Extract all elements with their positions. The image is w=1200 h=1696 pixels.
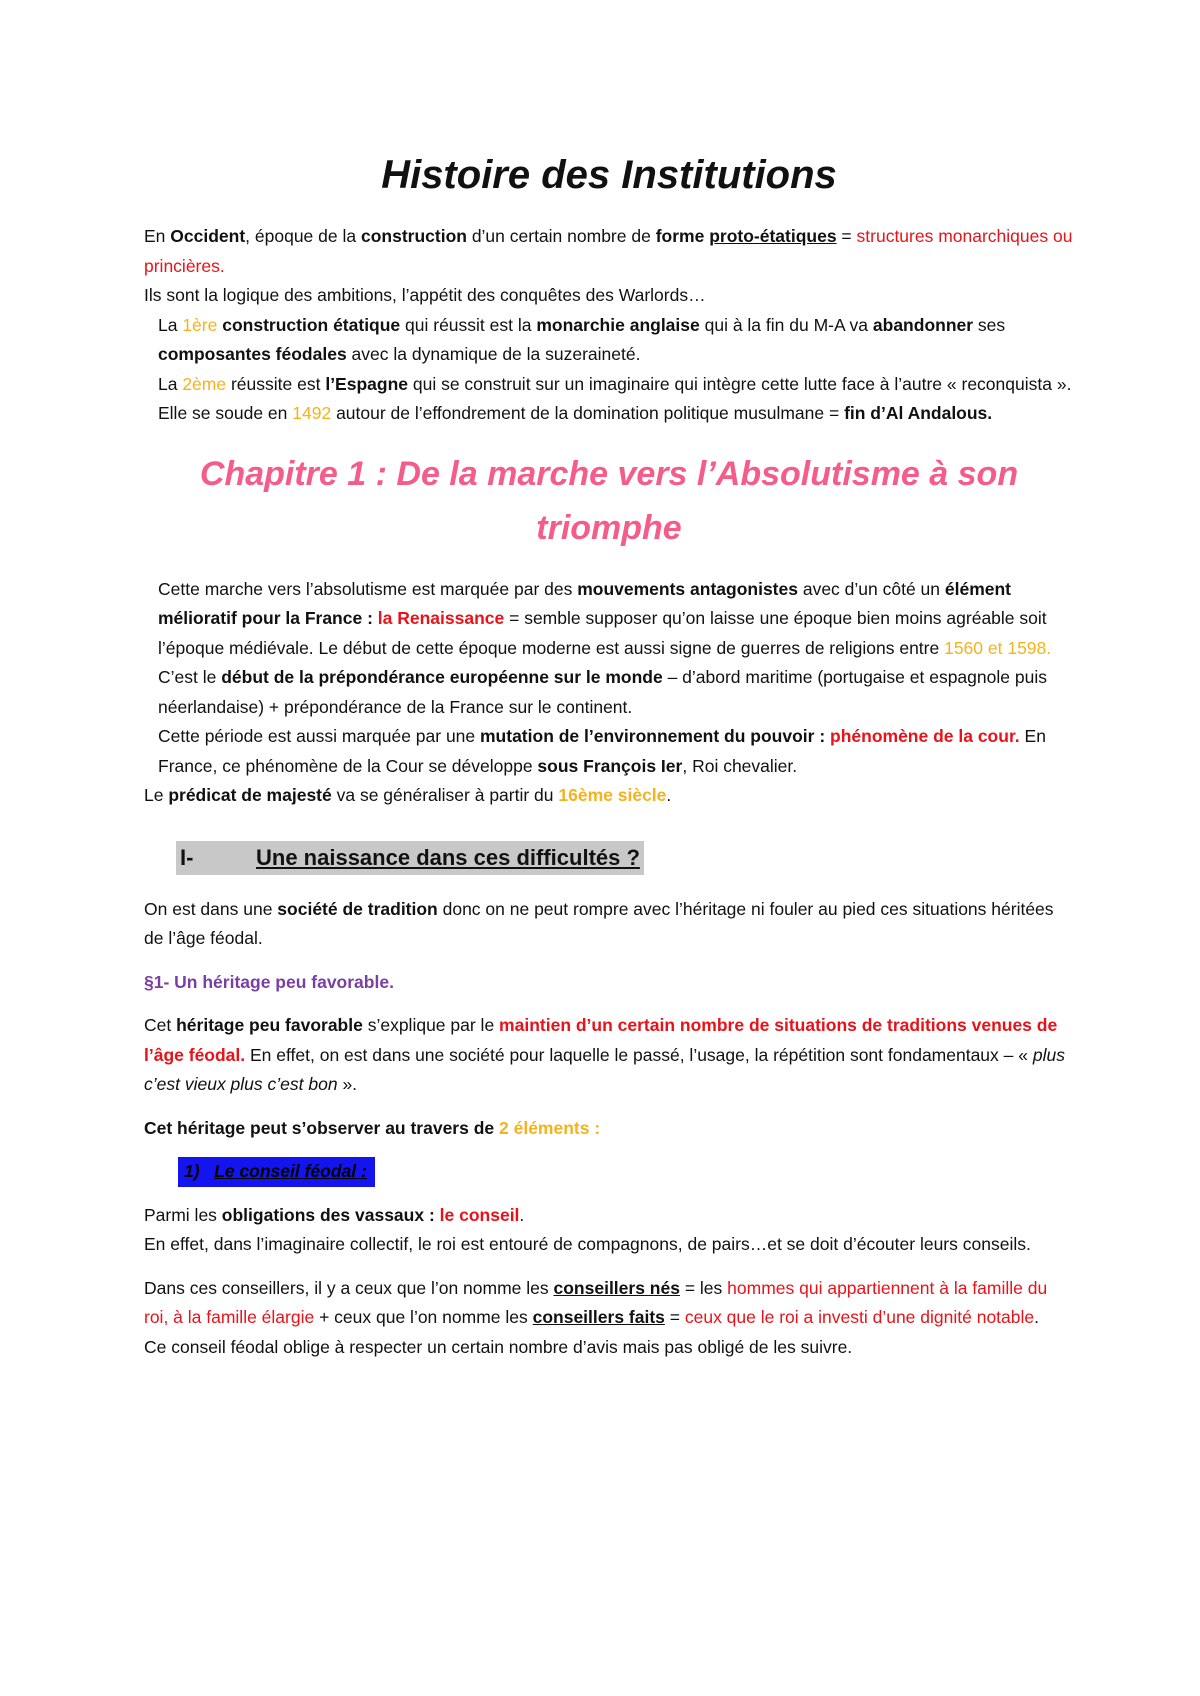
chapter-paragraph-4: Le prédicat de majesté va se généraliser à partir du 16ème siècle. [144, 785, 672, 805]
subsection-heading: §1- Un héritage peu favorable. [144, 971, 394, 992]
section-paragraph-5: En effet, dans l’imaginaire collectif, le roi est entouré de compagnons, de pairs…et se doit d’écouter leurs conseils. [144, 1234, 1031, 1254]
list-item-1-highlight [178, 1157, 375, 1187]
section-heading-1 [176, 841, 644, 875]
section-paragraph-6: Dans ces conseillers, il y a ceux que l’on nomme les conseillers nés = les hommes qui appartiennent à la famille du roi, à la famille élargie + ceux que l’on nomme les conseillers faits = ceux que le roi a investi d’une dignité notable. [144, 1277, 1048, 1327]
section-paragraph-3: Cet héritage peut s’observer au travers de 2 éléments : [144, 1117, 601, 1138]
list-item-number: 1) [184, 1161, 200, 1181]
section-label: Une naissance dans ces difficultés ? [256, 844, 640, 870]
chapter-paragraph-1: Cette marche vers l’absolutisme est marquée par des mouvements antagonistes avec d’un côté un élément mélioratif pour la France : la Renaissance = semble supposer qu’on laisse une époque bien moins agréable soit l’époque médiévale. Le début de cette époque moderne est aussi signe de guerres de religions entre 1560 et 1598. [158, 578, 1052, 658]
chapter-heading-line-2: triomphe [536, 508, 682, 547]
intro-paragraph-3: La 1ère construction étatique qui réussit est la monarchie anglaise qui à la fin du M-A va abandonner ses composantes féodales avec la dynamique de la suzeraineté. [158, 314, 1006, 364]
chapter-paragraph-2: C’est le début de la prépondérance européenne sur le monde – d’abord maritime (portugaise et espagnole puis néerlandaise) + prépondérance de la France sur le continent. [158, 667, 1047, 717]
chapter-heading [144, 447, 1074, 555]
chapter-paragraph-3: Cette période est aussi marquée par une mutation de l’environnement du pouvoir : phénomène de la cour. En France, ce phénomène de la Cour se développe sous François Ier, Roi chevalier. [158, 726, 1046, 776]
document-title: Histoire des Institutions [381, 153, 837, 197]
intro-paragraph-4: La 2ème réussite est l’Espagne qui se construit sur un imaginaire qui intègre cette lutte face à l’autre « reconquista ». Elle se soude en 1492 autour de l’effondrement de la domination politique musulmane = fin d’Al Andalous. [158, 373, 1072, 423]
section-paragraph-1: On est dans une société de tradition donc on ne peut rompre avec l’héritage ni fouler au pied ces situations héritées de l’âge féodal. [144, 898, 1054, 948]
intro-paragraph-1: En Occident, époque de la construction d’un certain nombre de forme proto-étatiques = structures monarchiques ou princières. [144, 226, 1073, 276]
list-item-label: Le conseil féodal : [214, 1161, 367, 1181]
document-body [144, 150, 1074, 1362]
list-item-1-row [144, 1157, 1074, 1187]
chapter-heading-line-1: Chapitre 1 : De la marche vers l’Absolutisme à son [199, 454, 1019, 493]
section-number: I- [180, 844, 194, 870]
section-paragraph-7: Ce conseil féodal oblige à respecter un certain nombre d’avis mais pas obligé de les suivre. [144, 1336, 853, 1357]
section-paragraph-2: Cet héritage peu favorable s’explique par le maintien d’un certain nombre de situations de traditions venues de l’âge féodal. En effet, on est dans une société pour laquelle le passé, l’usage, la répétition sont fondamentaux – « plus c’est vieux plus c’est bon ». [144, 1015, 1065, 1094]
section-paragraph-4: Parmi les obligations des vassaux : le conseil. [144, 1204, 525, 1225]
intro-paragraph-2: Ils sont la logique des ambitions, l’appétit des conquêtes des Warlords… [144, 285, 706, 305]
